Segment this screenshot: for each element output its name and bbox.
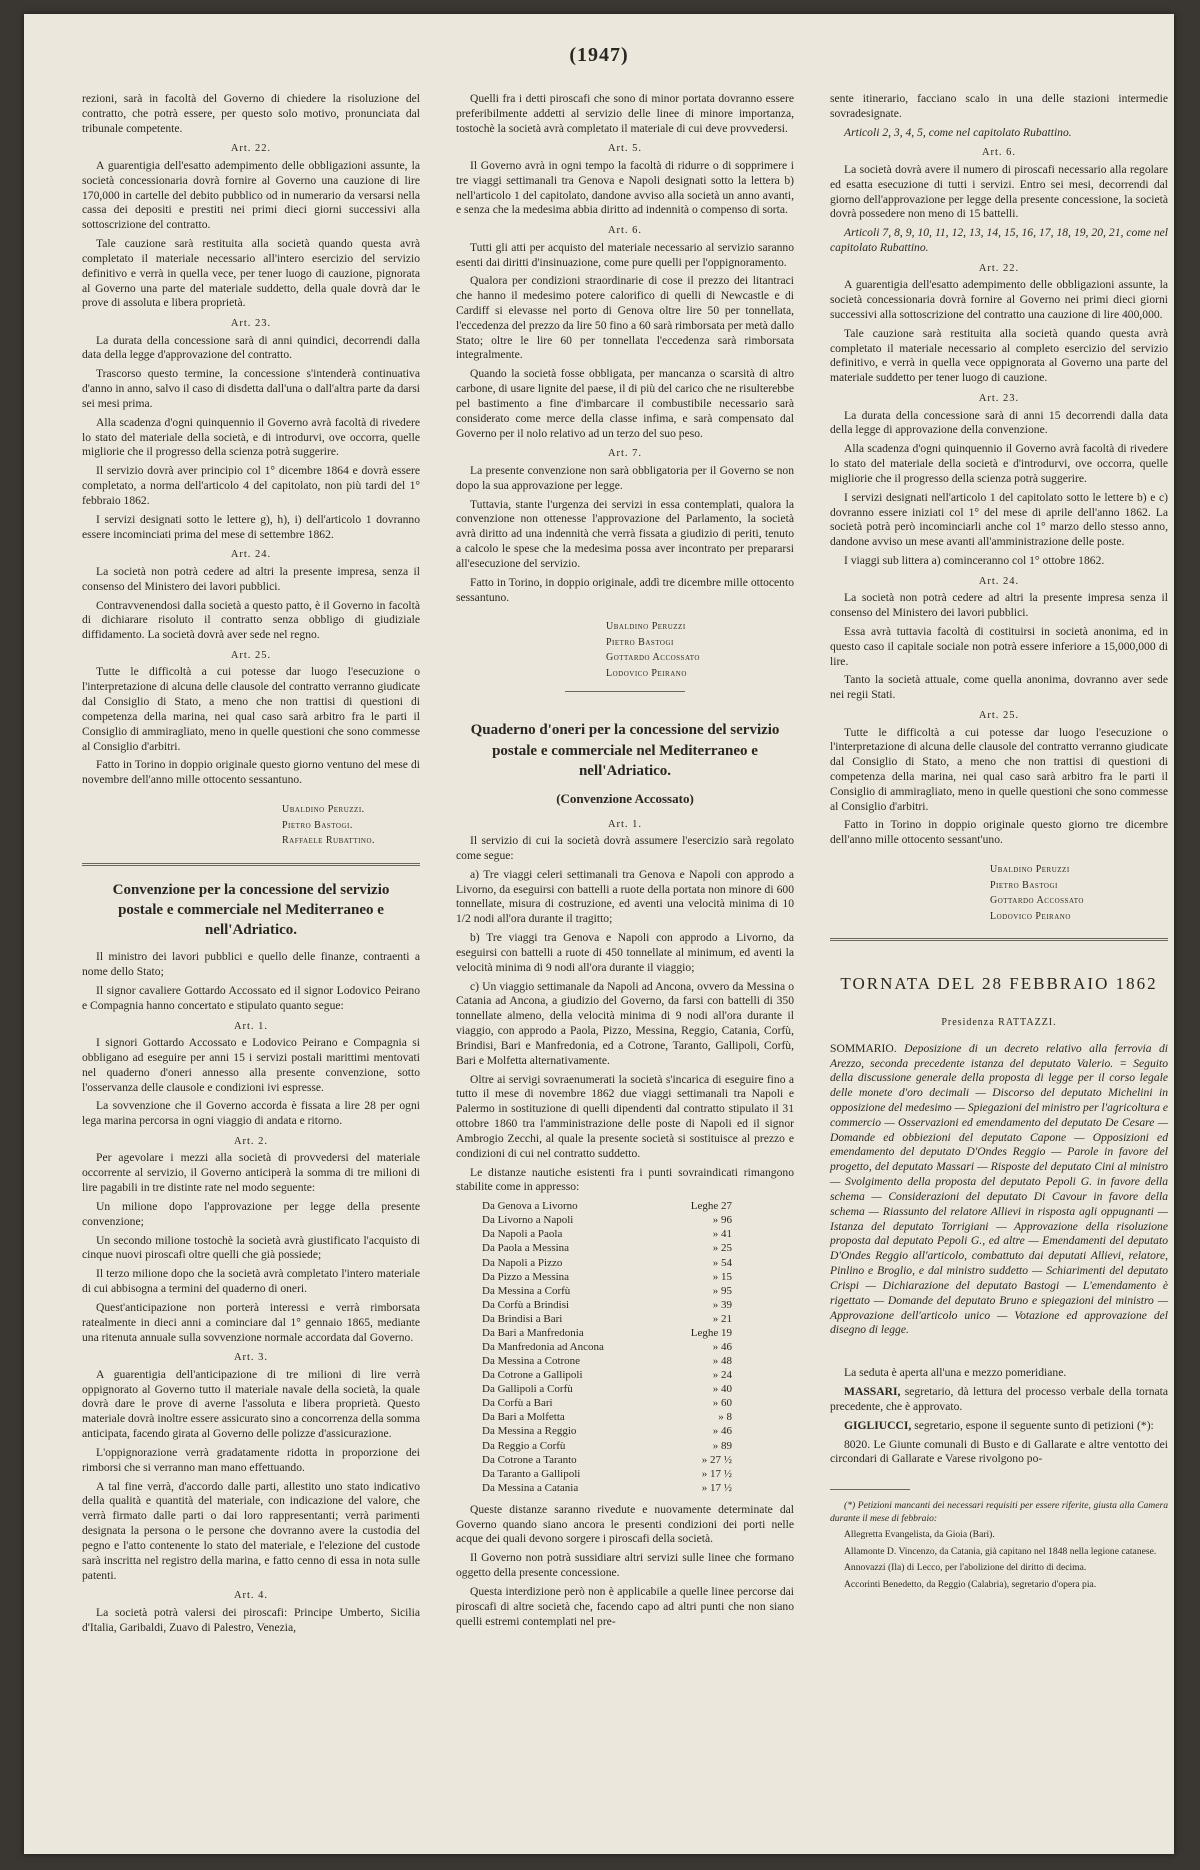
article-heading: Art. 7. xyxy=(607,448,643,460)
column-1 xyxy=(82,92,420,1640)
paragraph: L'oppignorazione verrà gradatamente ridotta in proporzione dei rimborsi che si verranno man mano effettuando. xyxy=(82,1445,420,1474)
paragraph: La società potrà valersi dei piroscafi: Principe Umberto, Sicilia d'Italia, Garibaldi, Zuavo di Palestro, Venezia, xyxy=(82,1605,420,1634)
paragraph: La società non potrà cedere ad altri la presente impresa, senza il consenso del Ministero dei lavori pubblici. xyxy=(82,564,420,593)
paragraph: Queste distanze saranno rivedute e nuovamente determinate dal Governo quando siano ancora le presenti condizioni dei porti nelle acque dei quali devono sorgere i piroscafi della società. xyxy=(456,1502,794,1546)
leagues: » 25 xyxy=(712,1242,732,1255)
divider xyxy=(830,938,1168,941)
summary xyxy=(830,1042,1168,1339)
footnote-line: Annovazzi (Ila) di Lecco, per l'abolizione del diritto di decima. xyxy=(844,1562,1087,1574)
distance-row xyxy=(482,1382,732,1396)
paragraph: Articoli 2, 3, 4, 5, come nel capitolato Rubattino. xyxy=(844,125,1072,139)
signature: Ubaldino Peruzzi xyxy=(990,864,1070,876)
paragraph: Oltre ai servigi sovraenumerati la società s'incarica di eseguire fino a tutto il mese di novembre 1862 due viaggi settimanali tra Napoli e Palermo in sostituzione di quelli dipendenti dal contratto stipulato il 31 ottobre 1860 tra l'amministrazione delle poste di Napoli ed il signor Ambrogio Zecchi, al quale la presente società si sostituisce al prezzo e condizioni di cui nel contratto suddetto. xyxy=(456,1072,794,1160)
divider xyxy=(830,1489,910,1490)
paragraph: La presente convenzione non sarà obbligatoria per il Governo se non dopo la sua approvazione per legge. xyxy=(456,463,794,492)
route: Da Messina a Reggio xyxy=(482,1425,577,1438)
paragraph: sente itinerario, facciano scalo in una delle stazioni intermedie sovradesignate. xyxy=(830,92,1168,120)
paragraph: Il terzo milione dopo che la società avrà completato l'intero materiale di cui abbisogna a termini del quaderno di oneri. xyxy=(82,1267,420,1296)
summary-label: SOMMARIO. xyxy=(830,1041,897,1055)
paragraph: Fatto in Torino, in doppio originale, addì tre dicembre mille ottocento sessantuno. xyxy=(456,575,794,604)
paragraph: Il servizio dovrà aver principio col 1° dicembre 1864 e dovrà essere completato, a norma dell'articolo 4 del capitolato, non più tardi del 1° febbraio 1862. xyxy=(82,464,420,507)
article-heading: Art. 5. xyxy=(607,143,643,155)
paragraph: Per agevolare i mezzi alla società di provvedersi del materiale occorrente al servizio, il Governo anticiperà la somma di tre milioni di lire pagabili in tre distinte rate nel modo seguente: xyxy=(82,1151,420,1195)
distance-row xyxy=(482,1424,732,1438)
leagues: » 89 xyxy=(712,1439,732,1452)
leagues: » 24 xyxy=(712,1369,732,1382)
newspaper-page xyxy=(24,14,1174,1854)
signature: Pietro Bastogi xyxy=(606,636,674,648)
route: Da Paola a Messina xyxy=(482,1242,570,1255)
section-title: Quaderno d'oneri per la concessione del servizio postale e commerciale nel Mediterraneo e nell'Adriatico. xyxy=(470,722,780,779)
route: Da Messina a Cotrone xyxy=(482,1355,581,1368)
paragraph: Il ministro dei lavori pubblici e quello delle finanze, contraenti a nome dello Stato; xyxy=(82,950,420,979)
paragraph: Un milione dopo l'approvazione per legge della presente convenzione; xyxy=(82,1199,420,1228)
route: Da Brindisi a Bari xyxy=(482,1312,563,1325)
leagues: » 40 xyxy=(712,1383,732,1396)
paragraph: b) Tre viaggi tra Genova e Napoli con approdo a Livorno, da eseguirsi con battelli a ruote di 450 tonnellate al minimum, ed aventi la velocità minima di 9 nodi all'ora durante il viaggio; xyxy=(456,931,794,974)
paragraph: La società non potrà cedere ad altri la presente impresa senza il consenso del Ministero dei lavori pubblici. xyxy=(830,591,1168,620)
article-heading: Art. 22. xyxy=(230,143,272,155)
paragraph: Contravvenendosi dalla società a questo patto, è il Governo in facoltà di dichiarare risoluto il contratto senza obbligo di giudiziale diffidamento. La società dovrà aver sede nel regno. xyxy=(82,598,420,642)
leagues: » 48 xyxy=(712,1355,732,1368)
distance-row xyxy=(482,1467,732,1481)
route: Da Gallipoli a Corfù xyxy=(482,1383,573,1396)
paragraph: Tanto la società attuale, come quella anonima, dovranno aver sede nei regii Stati. xyxy=(830,673,1168,702)
divider xyxy=(82,863,420,866)
route: Da Napoli a Pizzo xyxy=(482,1256,563,1269)
signature: Ubaldino Peruzzi xyxy=(606,621,686,633)
section-title: Convenzione per la concessione del servizio postale e commerciale nel Mediterraneo e nell'Adriatico. xyxy=(112,881,390,939)
article-heading: Art. 1. xyxy=(607,818,643,830)
summary-text: Deposizione di un decreto relativo alla ferrovia di Arezzo, seconda precedente istanza del deputato Valerio. = Seguito della discussione generale della proposta di legge per il corso legale delle monete d'oro decimali — Discorso del deputato Michelini in opposizione del medesimo — Spiegazioni del ministro per l'agricoltura e commercio — Osservazioni ed emendamento del deputato De Cesare — Domande ed obbiezioni del deputato Capone — Opposizioni ed emendamento del deputato D'Ondes Reggio — Parole in favore del progetto, del deputato Massari — Risposte del deputato Cini al ministro — Svolgimento della proposta del deputato Pepoli G. in favore della schema — Considerazioni del deputato Di Cavour in favore della schema — Riassunto del relatore Allievi in risposta agli oppugnanti — Istanza del deputato Torrigiani — Approvazione della risoluzione proposta dal deputato Pepoli G., ed altre — Emendamenti del deputato D'Ondes Reggio all'articolo, combattuto dai deputati Allievi, relatore, Pinlino e Broglio, e dal ministro suddetto — Schiarimenti del deputato Crispi — Dichiarazione del deputato Bastogi — L'emendamento è rigettato — Domande del deputato Bruno e spiegazioni del ministro — Approvazione dell'articolo unico — Votazione ed approvazione del disegno di legge. xyxy=(830,1041,1168,1337)
paragraph: Il servizio di cui la società dovrà assumere l'esercizio sarà regolato come segue: xyxy=(456,834,794,862)
footnote-line: (*) Petizioni mancanti dei necessari requisiti per essere riferite, giusta alla Camera durante il mese di febbraio: xyxy=(830,1500,1168,1524)
paragraph: Questa interdizione però non è applicabile a quelle linee percorse dai piroscafi di altre società che, facendo capo ad altri punti che non siano quelli estremi contemplati nel pre- xyxy=(456,1584,794,1628)
session-title: TORNATA DEL 28 FEBBRAIO 1862 xyxy=(840,974,1158,994)
article-heading: Art. 23. xyxy=(230,318,272,330)
leagues: » 95 xyxy=(712,1284,732,1297)
signatures xyxy=(456,619,794,681)
leagues: » 41 xyxy=(712,1228,732,1241)
paragraph: A guarentigia dell'esatto adempimento delle obbligazioni assunte, la società concessionaria dovrà fornire al Governo nei primi dieci giorni successivi alla sottoscrizione del contratto una cauzione di lire 400,000. xyxy=(830,278,1168,321)
paragraph: Il signor cavaliere Gottardo Accossato ed il signor Lodovico Peirano e Compagnia hanno concertato e stipulato quanto segue: xyxy=(82,983,420,1012)
paragraph xyxy=(830,1385,1168,1415)
paragraph: Tale cauzione sarà restituita alla società quando questa avrà completato il materiale necessario all'intero esercizio del servizio definitivo e verrà in quella vece, per tener luogo di cauzione, pignorata al Governo una parte del materiale suddetto, della quale dovrà dar le prove di assoluta e libera proprietà. xyxy=(82,237,420,310)
distance-row xyxy=(482,1199,732,1213)
distance-row xyxy=(482,1453,732,1467)
route: Da Bari a Manfredonia xyxy=(482,1326,584,1339)
signature: Lodovico Peirano xyxy=(990,910,1071,922)
article-heading: Art. 6. xyxy=(607,225,643,237)
signature: Lodovico Peirano xyxy=(606,667,687,679)
paragraph: Qualora per condizioni straordinarie di cose il prezzo dei litantraci che hanno il medesimo potere calorifico di quelli di Newcastle e di Cardiff si elevasse nel porto di Genova oltre lire 50 per tonnellata, l'eccedenza del prezzo da lire 50 fino a 60 sarà rimborsata per metà dallo Stato; oltre le lire 60 per tonnellata l'eccedenza sarà rimborsata integralmente. xyxy=(456,274,794,362)
leagues: » 17 ½ xyxy=(701,1467,732,1480)
paragraph: La seduta è aperta all'una e mezzo pomeridiane. xyxy=(844,1366,1067,1380)
route: Da Pizzo a Messina xyxy=(482,1270,570,1283)
paragraph: 8020. Le Giunte comunali di Busto e di Gallarate e altre ventotto dei circondari di Gallarate e Varese rivolgono po- xyxy=(830,1437,1168,1466)
leagues: » 21 xyxy=(712,1312,732,1325)
paragraph: Il Governo non potrà sussidiare altri servizi sulle linee che formano oggetto della presente concessione. xyxy=(456,1551,794,1580)
signatures xyxy=(82,802,420,849)
paragraph: La sovvenzione che il Governo accorda è fissata a lire 28 per ogni lega marina percorsa in ogni viaggio di andata e ritorno. xyxy=(82,1099,420,1128)
leagues: » 39 xyxy=(712,1298,732,1311)
distance-row xyxy=(482,1354,732,1368)
paragraph: rezioni, sarà in facoltà del Governo di chiedere la risoluzione del contratto, che potrà essere, per questo solo motivo, pronunciata dal tribunale competente. xyxy=(82,92,420,135)
article-heading: Art. 4. xyxy=(233,1590,269,1602)
paragraph xyxy=(830,1419,1168,1434)
footnote-line: Allamonte D. Vincenzo, da Catania, già capitano nel 1848 nella legione catanese. xyxy=(844,1545,1157,1557)
paragraph: Le distanze nautiche esistenti fra i punti sovraindicati rimangono stabilite come in appresso: xyxy=(456,1165,794,1194)
leagues: » 46 xyxy=(712,1425,732,1438)
leagues: Leghe 27 xyxy=(690,1200,732,1213)
paragraph: Tutte le difficoltà a cui potesse dar luogo l'esecuzione o l'interpretazione di alcuna delle clausole del contratto verranno giudicate dal Consiglio di Stato, a meno che non trattisi di questioni di competenza della marina, nei qual caso sarà arbitro fra le parti il Consiglio di ammiragliato, meno in quelle questioni che sono commesse al Consiglio d'arbitri. xyxy=(82,665,420,753)
paragraph: I servizi designati sotto le lettere g), h), i) dell'articolo 1 dovranno essere incominciati prima del mese di settembre 1862. xyxy=(82,512,420,541)
column-2 xyxy=(456,92,794,1633)
footnote-line: Accorinti Benedetto, da Reggio (Calabria), segretario d'opera pia. xyxy=(844,1578,1097,1590)
leagues: Leghe 19 xyxy=(690,1326,732,1339)
leagues: » 54 xyxy=(712,1256,732,1269)
leagues: » 46 xyxy=(712,1340,732,1353)
speaker-name: MASSARI, xyxy=(844,1385,901,1399)
paragraph: Articoli 7, 8, 9, 10, 11, 12, 13, 14, 15, 16, 17, 18, 19, 20, 21, come nel capitolato Rubattino. xyxy=(830,226,1168,255)
speaker-name: GIGLIUCCI, xyxy=(844,1418,912,1432)
route: Da Bari a Molfetta xyxy=(482,1411,565,1424)
signature: Gottardo Accossato xyxy=(990,895,1084,907)
article-heading: Art. 1. xyxy=(233,1020,269,1032)
route: Da Napoli a Paola xyxy=(482,1228,563,1241)
route: Da Corfù a Brindisi xyxy=(482,1298,570,1311)
route: Da Cotrone a Taranto xyxy=(482,1453,577,1466)
paragraph: a) Tre viaggi celeri settimanali tra Genova e Napoli con approdo a Livorno, da eseguirsi con battelli a ruote della portata non minore di 600 tonnellate, misura di costruzione, ed aventi una velocità minima di 10 1/2 nodi all'ora durante il tragitto; xyxy=(456,867,794,926)
speaker-text: segretario, dà lettura del processo verbale della tornata precedente, che è approvato. xyxy=(830,1385,1169,1413)
article-heading: Art. 6. xyxy=(981,147,1017,159)
route: Da Manfredonia ad Ancona xyxy=(482,1340,604,1353)
footnote-line: Allegretta Evangelista, da Gioia (Bari). xyxy=(844,1529,995,1541)
leagues: » 17 ½ xyxy=(701,1481,732,1494)
route: Da Messina a Corfù xyxy=(482,1284,571,1297)
distance-row xyxy=(482,1270,732,1284)
leagues: » 27 ½ xyxy=(701,1453,732,1466)
paragraph: Quando la società fosse obbligata, per mancanza o scarsità di altro carbone, di usare lignite del paese, il di più del carico che ne risulterebbe pel bastimento a fine d'imbarcare il combustibile necessario sarà considerato come merce della classe infima, e sarà compensato dal Governo per il nolo relativo ad un terzo del suo peso. xyxy=(456,367,794,440)
presidency: Presidenza RATTAZZI. xyxy=(941,1016,1057,1028)
distance-row xyxy=(482,1396,732,1410)
distance-row xyxy=(482,1312,732,1326)
paragraph: Tutti gli atti per acquisto del materiale necessario al servizio saranno esenti dai diritti d'insinuazione, come pure quelli per l'oppignoramento. xyxy=(456,240,794,269)
distance-row xyxy=(482,1227,732,1241)
leagues: » 15 xyxy=(712,1270,732,1283)
signature: Ubaldino Peruzzi. xyxy=(282,804,365,816)
signature: Raffaele Rubattino. xyxy=(282,835,376,847)
distance-table xyxy=(482,1199,732,1495)
paragraph: I viaggi sub littera a) cominceranno col 1° ottobre 1862. xyxy=(844,554,1105,568)
article-heading: Art. 25. xyxy=(230,649,272,661)
paragraph: Fatto in Torino in doppio originale questo giorno ventuno del mese di novembre dell'anno mille ottocento sessantuno. xyxy=(82,758,420,787)
distance-row xyxy=(482,1410,732,1424)
leagues: » 96 xyxy=(712,1214,732,1227)
paragraph: A guarentigia dell'esatto adempimento delle obbligazioni assunte, la società concessionaria dovrà fornire al Governo una cauzione di lire 170,000 in cartelle del debito pubblico od in numerario da versarsi nella cassa dei depositi e prestiti nei primi dieci giorni successivi alla sottoscrizione del contratto. xyxy=(82,158,420,232)
article-heading: Art. 24. xyxy=(978,575,1020,587)
signature: Gottardo Accossato xyxy=(606,652,700,664)
distance-row xyxy=(482,1326,732,1340)
paragraph: Un secondo milione tostochè la società avrà giustificato l'acquisto di cinque nuovi piroscafi oltre quelli che già possiede; xyxy=(82,1233,420,1262)
paragraph: Fatto in Torino in doppio originale questo giorno tre dicembre dell'anno mille ottocento sessant'uno. xyxy=(830,818,1168,847)
paragraph: A tal fine verrà, d'accordo dalle parti, allestito uno stato indicativo della qualità e quantità del materiale, con indicazione del valore, che verrà firmato dalle parti o dai loro rappresentanti; verrà parimenti designata la persona o le persone che dovranno avere la custodia del pegno e l'atto contenente lo stato del materiale, e l'elezione del custode sarà inscritta nel registro della marina, e fatto cenno di essa in nota sulle patenti. xyxy=(82,1479,420,1582)
route: Da Genova a Livorno xyxy=(482,1200,578,1213)
route: Da Corfù a Bari xyxy=(482,1397,553,1410)
route: Da Cotrone a Gallipoli xyxy=(482,1369,583,1382)
footnote xyxy=(830,1500,1168,1591)
route: Da Taranto a Gallipoli xyxy=(482,1467,581,1480)
speaker-text: segretario, espone il seguente sunto di petizioni (*): xyxy=(914,1418,1154,1432)
route: Da Reggio a Corfù xyxy=(482,1439,566,1452)
paragraph: La società dovrà avere il numero di piroscafi necessario alla regolare ed esatta esecuzione di tutti i servizi. Entro sei mesi, decorrendi dal giorno dell'approvazione per legge della presente concessione, la società dovrà possedere non meno di 15 battelli. xyxy=(830,162,1168,221)
paragraph: Trascorso questo termine, la concessione s'intenderà continuativa d'anno in anno, salvo il caso di disdetta dall'una o dall'altra parte da darsi sei mesi prima. xyxy=(82,367,420,410)
paragraph: La durata della concessione sarà di anni quindici, decorrendi dalla data della legge d'approvazione del contratto. xyxy=(82,333,420,362)
leagues: » 60 xyxy=(712,1397,732,1410)
article-heading: Art. 23. xyxy=(978,393,1020,405)
paragraph: Il Governo avrà in ogni tempo la facoltà di ridurre o di sopprimere i tre viaggi settimanali tra Genova e Napoli designati sotto la lettera b) nell'articolo 1 del capitolato, dandone avviso alla società un anno avanti, e senza che la medesima abbia diritto ad indennità o compenso di sorta. xyxy=(456,158,794,217)
paragraph: Tutte le difficoltà a cui potesse dar luogo l'esecuzione o l'interpretazione di alcuna delle clausole del contratto verranno giudicate dal Consiglio di Stato, a meno che non trattisi di questioni di competenza della marina, nei qual caso sarà arbitro fra le parti il Consiglio di ammiragliato, meno in quelle questioni che sono commesse al Consiglio d'arbitri. xyxy=(830,725,1168,813)
distance-row xyxy=(482,1298,732,1312)
leagues: » 8 xyxy=(718,1411,732,1424)
paragraph: Quelli fra i detti piroscafi che sono di minor portata dovranno essere preferibilmente addetti al servizio delle linee di minore importanza, tostochè la società avrà completato il materiale di cui deve provvedersi. xyxy=(456,92,794,135)
paragraph: A guarentigia dell'anticipazione di tre milioni di lire verrà oppignorato al Governo tutto il materiale navale della società, la quale dovrà dare le prove di averne l'assoluta e libera proprietà. Questo materiale dovrà inoltre essere assicurato sino a concorrenza della somma anticipata, facendo girata al Governo delle polizze d'assicurazione. xyxy=(82,1367,420,1441)
article-heading: Art. 24. xyxy=(230,549,272,561)
signature: Pietro Bastogi xyxy=(990,879,1058,891)
signatures xyxy=(830,862,1168,924)
distance-row xyxy=(482,1439,732,1453)
article-heading: Art. 22. xyxy=(978,262,1020,274)
paragraph: I signori Gottardo Accossato e Lodovico Peirano e Compagnia si obbligano ad eseguire per anni 15 i servizi postali marittimi mentovati nel quaderno d'oneri annesso alla presente convenzione, sotto l'osservanza delle clausole e condizioni ivi espresse. xyxy=(82,1036,420,1094)
section-subtitle: (Convenzione Accossato) xyxy=(556,791,694,807)
paragraph: c) Un viaggio settimanale da Napoli ad Ancona, ovvero da Messina o Catania ad Ancona, a giudizio del Governo, da farsi con battelli di 350 tonnellate almeno, della velocità minima di 9 nodi all'ora durante il viaggio, con approdo a Paola, Pizzo, Messina, Reggio, Catania, Corfù, Brindisi, Bari e Manfredonia, ed a Cotrone, Taranto, Gallipoli, Corfù, Bari e Molfetta alternativamente. xyxy=(456,979,794,1067)
distance-row xyxy=(482,1213,732,1227)
route: Da Messina a Catania xyxy=(482,1481,579,1494)
paragraph: Alla scadenza d'ogni quinquennio il Governo avrà facoltà di rivedere lo stato del materiale della società e d'introdurvi, ove occorra, quelle migliorie che il progresso della scienza potrà suggerire. xyxy=(830,442,1168,485)
distance-row xyxy=(482,1481,732,1495)
paragraph: Tuttavia, stante l'urgenza dei servizi in essa contemplati, qualora la convenzione non ottenesse l'approvazione del Parlamento, la società avrà diritto ad una indennità che verrà fissata a giudizio di periti, tenuto a calcolo le spese che la medesima possa aver incontrato per prepararsi all'esecuzione del servizio. xyxy=(456,497,794,570)
signature: Pietro Bastogi. xyxy=(282,819,353,831)
paragraph: Tale cauzione sarà restituita alla società quando questa avrà completato il materiale necessario al completo esercizio del servizio definitivo, e verrà in quella vece oppignorata al Governo una parte del materiale suddetto per tener luogo di cauzione. xyxy=(830,326,1168,385)
distance-row xyxy=(482,1340,732,1354)
paragraph: La durata della concessione sarà di anni 15 decorrendi dalla data della legge di approvazione della convenzione. xyxy=(830,408,1168,437)
article-heading: Art. 3. xyxy=(233,1352,269,1364)
distance-row xyxy=(482,1241,732,1255)
route: Da Livorno a Napoli xyxy=(482,1214,574,1227)
paragraph: I servizi designati nell'articolo 1 del capitolato sotto le lettere b) e c) dovranno essere iniziati col 1° del mese di aprile dell'anno 1862. La società potrà però incominciarli anche col 1° marzo dello stesso anno, dandone avviso un mese avanti all'amministrazione delle poste. xyxy=(830,490,1168,549)
column-3 xyxy=(830,92,1168,1595)
divider xyxy=(565,691,685,692)
paragraph: Quest'anticipazione non porterà interessi e verrà rimborsata ratealmente in dieci anni a cominciare dal 1° gennaio 1865, mediante una ritenuta annuale sulla sovvenzione normale accordata dal Governo. xyxy=(82,1300,420,1344)
distance-row xyxy=(482,1284,732,1298)
page-number: (1947) xyxy=(569,44,629,66)
paragraph: Alla scadenza d'ogni quinquennio il Governo avrà facoltà di rivedere lo stato del materiale della società, e di introdurvi, ove occorra, quelle migliorie che il progresso della scienza potrà suggerire. xyxy=(82,415,420,459)
article-heading: Art. 25. xyxy=(978,710,1020,722)
distance-row xyxy=(482,1256,732,1270)
paragraph: Essa avrà tuttavia facoltà di costituirsi in società anonima, ed in questo caso il capitale sociale non potrà essere inferiore a 15,000,000 di lire. xyxy=(830,624,1168,668)
distance-row xyxy=(482,1368,732,1382)
article-heading: Art. 2. xyxy=(233,1136,269,1148)
